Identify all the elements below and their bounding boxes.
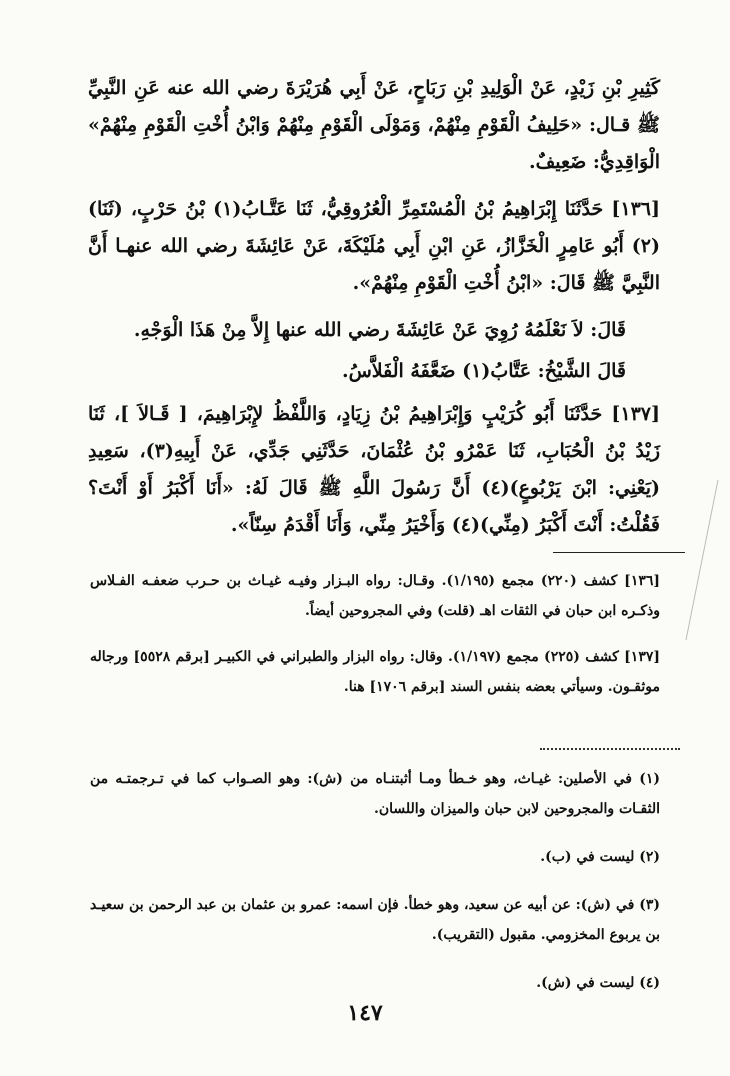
hadith-136: [١٣٦] حَدَّثَنَا إِبْرَاهِيمُ بْنُ الْمُسْتَمِرِّ الْعُرُوقِيُّ، ثَنَا عَتَّـابُ(١) بْنُ حَرْبٍ، (ثَنَا)(٢) أَبُو عَامِرٍ الْخَزَّازُ، عَنِ ابْنِ أَبِي مُلَيْكَةَ، عَنْ عَائِشَةَ رضي الله عنهـا أَنَّ النَّبِيَّ ﷺ قَالَ: «ابْنُ أُخْتِ الْقَوْمِ مِنْهُمْ». (88, 198, 661, 294)
shaykh-comment: قَالَ الشَّيْخُ: عَتَّابُ(١) ضَعَّفَهُ الْفَلاَّسُ. (341, 360, 626, 382)
footnote-4: (٤) ليست في (ش). (536, 975, 660, 991)
footnote-separator (553, 552, 685, 553)
notes-separator (540, 748, 680, 750)
footnote-1: (١) في الأصلين: غيـاث، وهو خـطأ ومـا أثبتنـاه من (ش): وهو الصـواب كما في تـرجمتـه من الثقـات والمجروحين لابن حبان والميزان واللسان. (90, 771, 660, 817)
hadith-137: [١٣٧] حَدَّثَنَا أَبُو كُرَيْبٍ وَإِبْرَاهِيمُ بْنُ زِيَادٍ، وَاللَّفْظُ لإِبْرَاهِيمَ، [ قَـالاَ ]، ثَنَا زَيْدُ بْنُ الْحُبَابِ، ثَنَا عَمْرُو بْنُ عُثْمَانَ، حَدَّثَنِي جَدِّي، عَنْ أَبِيهِ(٣)، سَعِيدِ (يَعْنِي: ابْنَ يَرْبُوعٍ)(٤) أَنَّ رَسُولَ اللَّهِ ﷺ قَالَ لَهُ: «أَنَا أَكْبَرُ أَوْ أَنْتَ؟ فَقُلْتُ: أَنْتَ أَكْبَرُ (مِنِّي)(٤) وَأَخْيَرُ مِنِّي، وَأَنَا أَقْدَمُ سِنّاً». (88, 403, 661, 536)
footnotes (90, 764, 660, 1016)
page-number: ١٤٧ (347, 1000, 383, 1026)
hadith-continuation: كَثِيرِ بْنِ زَيْدٍ، عَنْ الْوَلِيدِ بْنِ رَبَاحٍ، عَنْ أَبِي هُرَيْرَةَ رضي الله عنه عَنِ النَّبِيِّ ﷺ قـال: «حَلِيفُ الْقَوْمِ مِنْهُمْ، وَمَوْلَى الْقَوْمِ مِنْهُمْ وَابْنُ أُخْتِ الْقَوْمِ مِنْهُمْ» الْوَاقِدِيُّ: ضَعِيفٌ. (88, 77, 660, 173)
source-137: [١٣٧] كشف (٢٢٥) مجمع (١/١٩٧). وقال: رواه البزار والطبراني في الكبيـر [برقم ٥٥٢٨] ورجاله موثقـون. وسيأتي بعضه بنفس السند [برقم ١٧٠٦] هنا. (90, 649, 660, 695)
main-text (88, 70, 660, 554)
footnote-3: (٣) في (ش): عن أبيه عن سعيد، وهو خطأ. فإن اسمه: عمرو بن عثمان بن عبد الرحمن بن سعيـد بن يربوع المخزومي. مقبول (التقريب). (90, 897, 660, 943)
footnote-2: (٢) ليست في (ب). (540, 849, 660, 865)
page-crease-mark (682, 480, 722, 640)
source-references (90, 566, 660, 718)
source-136: [١٣٦] كشف (٢٢٠) مجمع (١/١٩٥). وقـال: رواه البـزار وفيـه غيـاث بن حـرب ضعفـه الفـلاس وذكـره ابن حبان في الثقات اهـ (قلت) وفي المجروحين أيضاً. (90, 573, 660, 619)
author-comment: قَالَ: لاَ نَعْلَمُهُ رُوِيَ عَنْ عَائِشَةَ رضي الله عنها إِلاَّ مِنْ هَذَا الْوَجْهِ. (133, 319, 626, 341)
